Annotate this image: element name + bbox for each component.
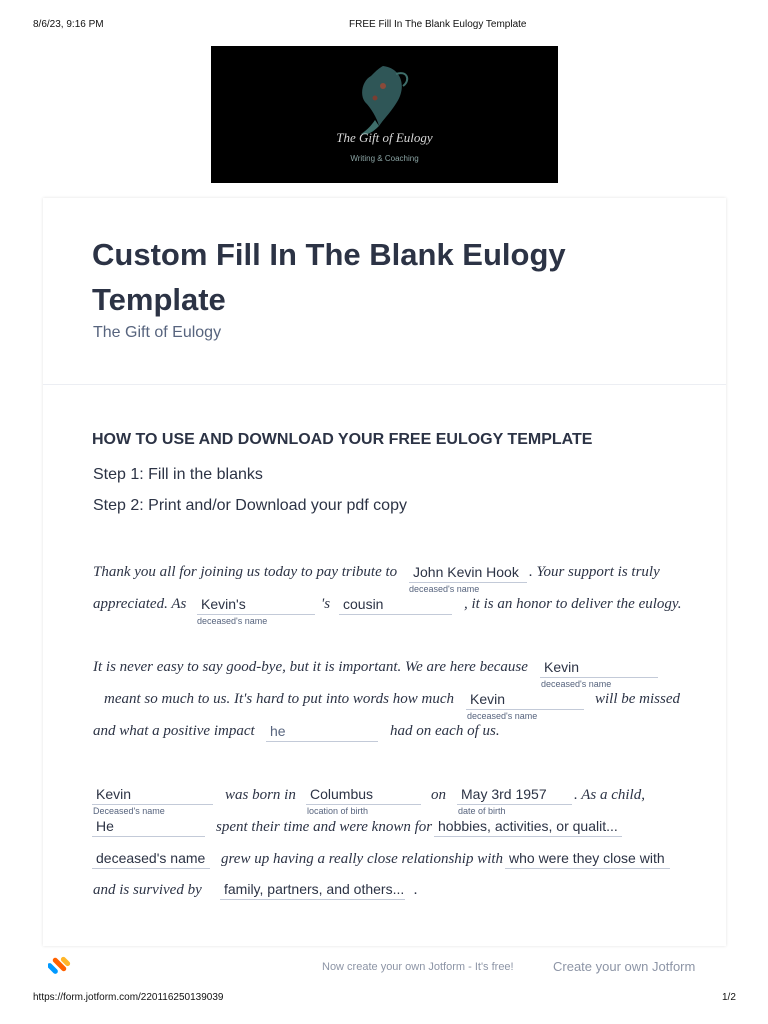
deceased-name-sublabel-3: deceased's name: [467, 711, 538, 721]
step-2: Step 2: Print and/or Download your pdf copy: [93, 497, 407, 514]
banner-tagline: Writing & Coaching: [350, 154, 419, 163]
p3-text-7: .: [414, 882, 418, 898]
p3-text-6: and is survived by: [93, 882, 202, 898]
form-title: Custom Fill In The Blank Eulogy Template: [92, 237, 566, 317]
relationship-field[interactable]: cousin: [339, 595, 452, 615]
p2-text-2: meant so much to us. It's hard to put into words how much: [104, 691, 455, 707]
deceased-possessive-field[interactable]: Kevin's: [197, 595, 315, 615]
birth-location-sublabel: location of birth: [307, 806, 369, 816]
p1-text-5: , it is an honor to deliver the eulogy.: [464, 596, 682, 612]
pronoun-field-2[interactable]: He: [92, 817, 205, 837]
deceased-name-sublabel-4: Deceased's name: [93, 806, 165, 816]
deceased-name-sublabel: deceased's name: [409, 584, 480, 594]
p2-text-5: had on each of us.: [390, 723, 500, 739]
form-subtitle: The Gift of Eulogy: [93, 324, 222, 341]
instructions-heading: HOW TO USE AND DOWNLOAD YOUR FREE EULOGY TEMPLATE: [92, 431, 593, 448]
jotform-logo-icon[interactable]: [48, 953, 72, 982]
deceased-name-field-2[interactable]: Kevin: [540, 658, 658, 678]
p3-text-5: grew up having a really close relationship with: [221, 851, 504, 867]
deceased-name-sublabel-2: deceased's name: [541, 679, 612, 689]
p3-text-1: was born in: [225, 787, 296, 803]
birth-location-field[interactable]: Columbus: [306, 785, 421, 805]
deceased-possessive-sublabel: deceased's name: [197, 616, 268, 626]
deceased-name-field-3[interactable]: Kevin: [466, 690, 584, 710]
p2-text-4: and what a positive impact: [93, 723, 255, 739]
close-relationship-field[interactable]: who were they close with: [505, 849, 670, 869]
create-jotform-link[interactable]: Now create your own Jotform - It's free!: [322, 961, 514, 973]
p1-text-1: Thank you all for joining us today to pay tribute to: [93, 564, 398, 580]
step-1: Step 1: Fill in the blanks: [93, 466, 263, 483]
birth-date-sublabel: date of birth: [458, 806, 506, 816]
p2-text-1: It is never easy to say good-bye, but it is important. We are here because: [93, 659, 528, 675]
p1-text-3: appreciated. As: [93, 596, 187, 612]
survived-by-field[interactable]: family, partners, and others...: [220, 880, 405, 900]
print-datetime: 8/6/23, 9:16 PM: [33, 19, 104, 30]
form-banner: [211, 46, 558, 183]
print-page-number: 1/2: [722, 992, 736, 1003]
create-jotform-button[interactable]: Create your own Jotform: [553, 959, 696, 974]
p2-text-3: will be missed: [595, 691, 680, 707]
print-url: https://form.jotform.com/220116250139039: [33, 992, 224, 1003]
header-divider: [43, 384, 726, 385]
pronoun-field[interactable]: he: [266, 722, 378, 742]
banner-brand: The Gift of Eulogy: [336, 130, 433, 145]
p3-text-2: on: [431, 787, 446, 803]
p3-text-3: . As a child,: [574, 787, 645, 803]
deceased-name-field[interactable]: John Kevin Hook: [409, 563, 527, 583]
print-page-title: FREE Fill In The Blank Eulogy Template: [349, 19, 527, 30]
p3-text-4: spent their time and were known for: [216, 819, 433, 835]
birth-date-field[interactable]: May 3rd 1957: [457, 785, 572, 805]
deceased-name-field-4[interactable]: Kevin: [92, 785, 213, 805]
hobbies-field[interactable]: hobbies, activities, or qualit...: [434, 817, 622, 837]
deceased-name-field-5[interactable]: deceased's name: [92, 849, 210, 869]
p1-text-2: . Your support is truly: [529, 564, 660, 580]
p1-text-4: 's: [321, 596, 331, 612]
